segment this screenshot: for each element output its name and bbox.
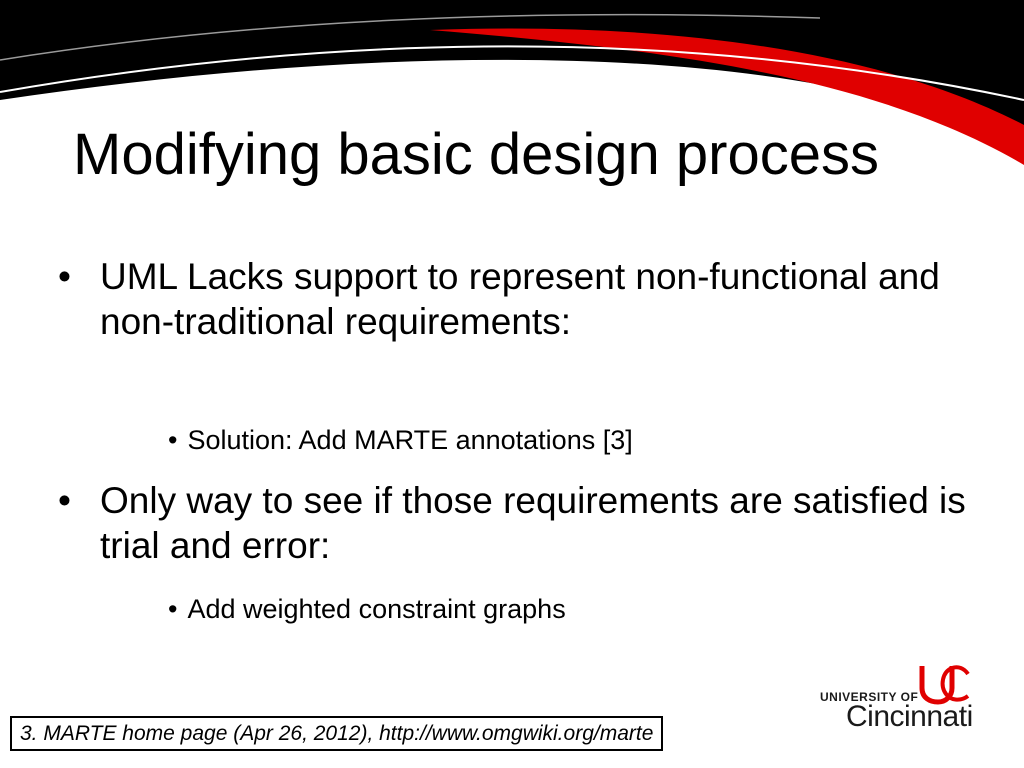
university-logo (820, 662, 980, 736)
bullet-text: UML Lacks support to represent non-functional and non-traditional requirements: (100, 256, 940, 343)
sub-bullet-text: Add weighted constraint graphs (187, 594, 566, 624)
sub-bullet-marker: • (168, 425, 178, 455)
sub-bullet-item (168, 593, 566, 625)
bullet-marker: • (58, 256, 71, 297)
bullet-item (58, 254, 958, 344)
slide-title: Modifying basic design process (73, 122, 879, 187)
sub-bullet-item (168, 424, 633, 456)
reference-footnote: 3. MARTE home page (Apr 26, 2012), http://www.omgwiki.org/marte (10, 716, 663, 751)
logo-university-of: UNIVERSITY OF (820, 690, 919, 704)
sub-bullet-marker: • (168, 594, 178, 624)
logo-cincinnati: Cincinnati (846, 700, 973, 733)
bullet-text: Only way to see if those requirements are satisfied is trial and error: (100, 480, 966, 567)
bullet-marker: • (58, 480, 71, 521)
bullet-item (58, 478, 978, 568)
sub-bullet-text: Solution: Add MARTE annotations [3] (187, 425, 633, 455)
